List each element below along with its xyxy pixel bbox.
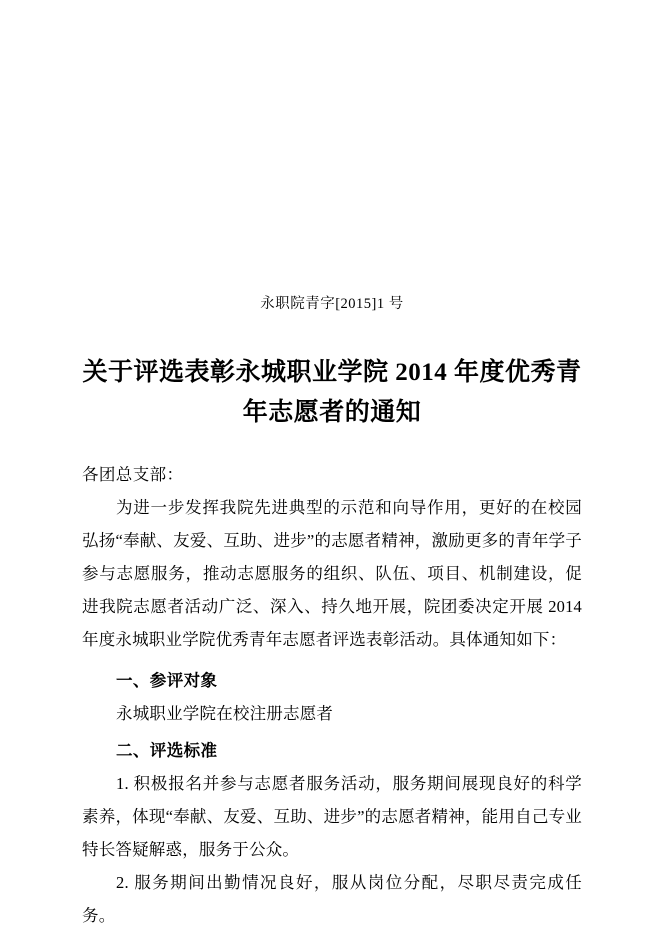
spacer xyxy=(82,656,582,660)
document-title-line-2: 年志愿者的通知 xyxy=(242,399,422,426)
document-number: 永职院青字[2015]1 号 xyxy=(260,296,404,312)
document-body xyxy=(82,0,582,932)
criteria-item-2: 2. 服务期间出勤情况良好，服从岗位分配，尽职尽责完成任务。 xyxy=(82,873,582,925)
section-body-participants: 永城职业学院在校注册志愿者 xyxy=(116,704,334,723)
criteria-item-1: 1. 积极报名并参与志愿者服务活动，服务期间展现良好的科学素养，体现“奉献、友爱、互助、进步”的志愿者精神，能用自己专业特长答疑解惑，服务于公众。 xyxy=(82,774,582,859)
salutation: 各团总支部： xyxy=(82,465,184,484)
opening-paragraph: 为进一步发挥我院先进典型的示范和向导作用，更好的在校园弘扬“奉献、友爱、互助、进步”的志愿者精神，激励更多的青年学子参与志愿服务，推动志愿服务的组织、队伍、项目、机制建设，促进我院志愿者活动广泛、深入、持久地开展，院团委决定开展 2014 年度永城职业学院优秀青年志愿者评选表彰活动。具体通知如下： xyxy=(82,498,582,649)
section-heading-participants: 一、参评对象 xyxy=(116,671,218,690)
document-title-line-1: 关于评选表彰永城职业学院 2014 年度优秀青 xyxy=(82,359,582,386)
document-title xyxy=(82,353,582,433)
section-heading-criteria: 二、评选标准 xyxy=(116,741,218,760)
